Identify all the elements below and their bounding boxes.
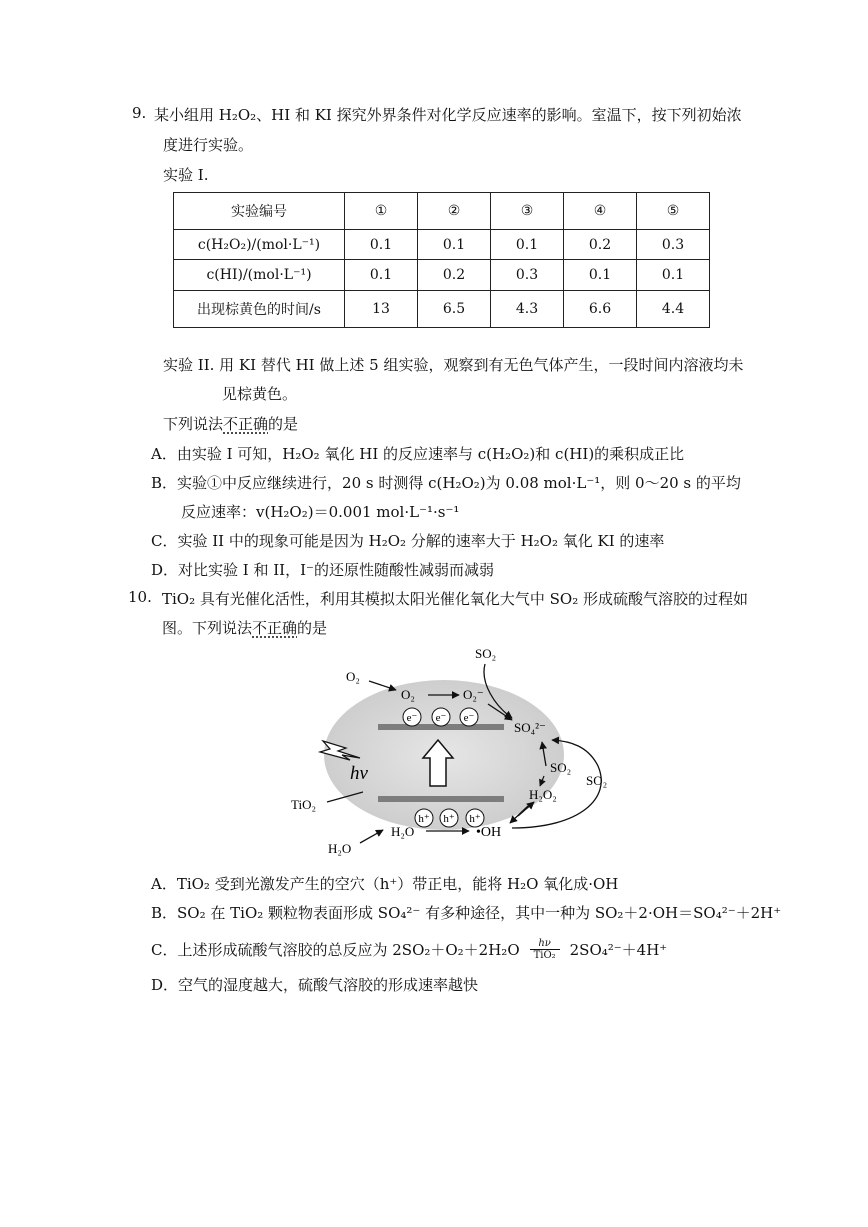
row-label: c(H₂O₂)/(mol·L⁻¹) <box>174 230 345 260</box>
q9-option-c: C．实验 II 中的现象可能是因为 H₂O₂ 分解的速率大于 H₂O₂ 氧化 KI 的速率 <box>151 532 665 550</box>
q9-stem-line2: 度进行实验。 <box>163 136 254 154</box>
electron-label: e⁻ <box>406 712 418 724</box>
exp2-line1: 实验 II. 用 KI 替代 HI 做上述 5 组实验，观察到有无色气体产生，一段时间内溶液均未 <box>163 356 744 374</box>
q9-option-b: B．实验①中反应继续进行，20 s 时测得 c(H₂O₂)为 0.08 mol·L⁻¹，则 0～20 s 的平均 <box>151 474 741 492</box>
condition-over: hν <box>538 938 551 949</box>
q10-option-d: D．空气的湿度越大，硫酸气溶胶的形成速率越快 <box>151 976 479 994</box>
table-header-cell: 实验编号 <box>174 193 345 230</box>
table-cell: 0.1 <box>491 230 564 260</box>
hole-label: h⁺ <box>443 813 455 825</box>
table-cell: 6.5 <box>418 290 491 327</box>
table-cell: 0.2 <box>418 260 491 290</box>
q10-option-c <box>151 938 667 961</box>
stem-text: 的是 <box>297 619 328 637</box>
so2-right-label: SO₂ <box>586 773 608 788</box>
stem-text: 图。下列说法 <box>162 619 253 637</box>
so4-label: SO₄²⁻ <box>514 720 546 735</box>
h2o-in-label: H₂O <box>328 841 352 856</box>
q10-option-b: B．SO₂ 在 TiO₂ 颗粒物表面形成 SO₄²⁻ 有多种途径，其中一种为 SO₂＋2·OH＝SO₄²⁻＋2H⁺ <box>151 904 782 922</box>
electron-label: e⁻ <box>463 712 475 724</box>
q9-number: 9. <box>132 104 147 122</box>
oh-label: •OH <box>476 825 502 840</box>
tio2-label: TiO₂ <box>291 797 317 812</box>
q10-stem-line2 <box>162 617 327 638</box>
reaction-condition <box>530 938 560 961</box>
table-cell: 4.3 <box>491 290 564 327</box>
table-cell: 0.2 <box>564 230 637 260</box>
prompt-text: 的是 <box>268 415 299 433</box>
table-cell: 4.4 <box>637 290 710 327</box>
table-cell: 0.3 <box>637 230 710 260</box>
table-cell: 0.1 <box>345 230 418 260</box>
experiment-table <box>173 192 710 328</box>
prompt-text: 下列说法 <box>163 415 224 433</box>
table-cell: 6.6 <box>564 290 637 327</box>
exp1-label: 实验 I. <box>163 166 209 184</box>
table-cell: 13 <box>345 290 418 327</box>
prompt-emphasis: 不正确 <box>223 415 269 433</box>
electron-icons <box>403 708 478 726</box>
table-cell: 0.1 <box>564 260 637 290</box>
table-row <box>174 260 710 290</box>
option-c-text: C．上述形成硫酸气溶胶的总反应为 2SO₂＋O₂＋2H₂O <box>151 941 520 959</box>
so2-top-label: SO₂ <box>475 646 497 661</box>
hv-label: hν <box>350 763 368 784</box>
h2o2-label: H₂O₂ <box>529 787 557 802</box>
o2-in-label: O₂ <box>346 669 360 684</box>
hole-icons <box>415 809 484 827</box>
q10-stem-line1: TiO₂ 具有光催化活性，利用其模拟太阳光催化氧化大气中 SO₂ 形成硫酸气溶胶的过程如 <box>162 590 749 608</box>
q9-stem-line1: 某小组用 H₂O₂、HI 和 KI 探究外界条件对化学反应速率的影响。室温下，按下列初始浓 <box>154 106 742 124</box>
table-row <box>174 290 710 327</box>
q10-number: 10. <box>128 588 152 606</box>
row-label: c(HI)/(mol·L⁻¹) <box>174 260 345 290</box>
table-row <box>174 230 710 260</box>
q10-option-a: A．TiO₂ 受到光激发产生的空穴（h⁺）带正电，能将 H₂O 氧化成·OH <box>151 875 619 893</box>
table-header-cell: ① <box>345 193 418 230</box>
hole-label: h⁺ <box>469 813 481 825</box>
hole-label: h⁺ <box>418 813 430 825</box>
h2o-mid-label: H₂O <box>391 824 415 839</box>
table-cell: 0.1 <box>418 230 491 260</box>
row-label: 出现棕黄色的时间/s <box>174 290 345 327</box>
table-cell: 0.1 <box>345 260 418 290</box>
o2-mid-label: O₂ <box>401 687 415 702</box>
q9-option-b-cont: 反应速率：v(H₂O₂)＝0.001 mol·L⁻¹·s⁻¹ <box>181 503 460 521</box>
valence-band <box>378 796 504 802</box>
q9-option-d: D．对比实验 I 和 II，I⁻的还原性随酸性减弱而减弱 <box>151 561 494 579</box>
table-header-cell: ③ <box>491 193 564 230</box>
table-header-cell: ④ <box>564 193 637 230</box>
table-cell: 0.3 <box>491 260 564 290</box>
table-header-cell: ⑤ <box>637 193 710 230</box>
photocatalysis-diagram <box>280 638 640 860</box>
condition-under: TiO₂ <box>533 950 556 961</box>
o2-radical-label: O₂⁻ <box>463 687 484 702</box>
stem-emphasis: 不正确 <box>252 619 298 637</box>
q9-option-a: A．由实验 I 可知，H₂O₂ 氧化 HI 的反应速率与 c(H₂O₂)和 c(HI)的乘积成正比 <box>151 445 685 463</box>
table-header-row <box>174 193 710 230</box>
q9-prompt <box>163 413 298 434</box>
exp2-line2: 见棕黄色。 <box>222 385 298 403</box>
option-c-text: 2SO₄²⁻＋4H⁺ <box>569 941 668 959</box>
so2-inner-label: SO₂ <box>550 760 572 775</box>
table-cell: 0.1 <box>637 260 710 290</box>
electron-label: e⁻ <box>435 712 447 724</box>
table-header-cell: ② <box>418 193 491 230</box>
